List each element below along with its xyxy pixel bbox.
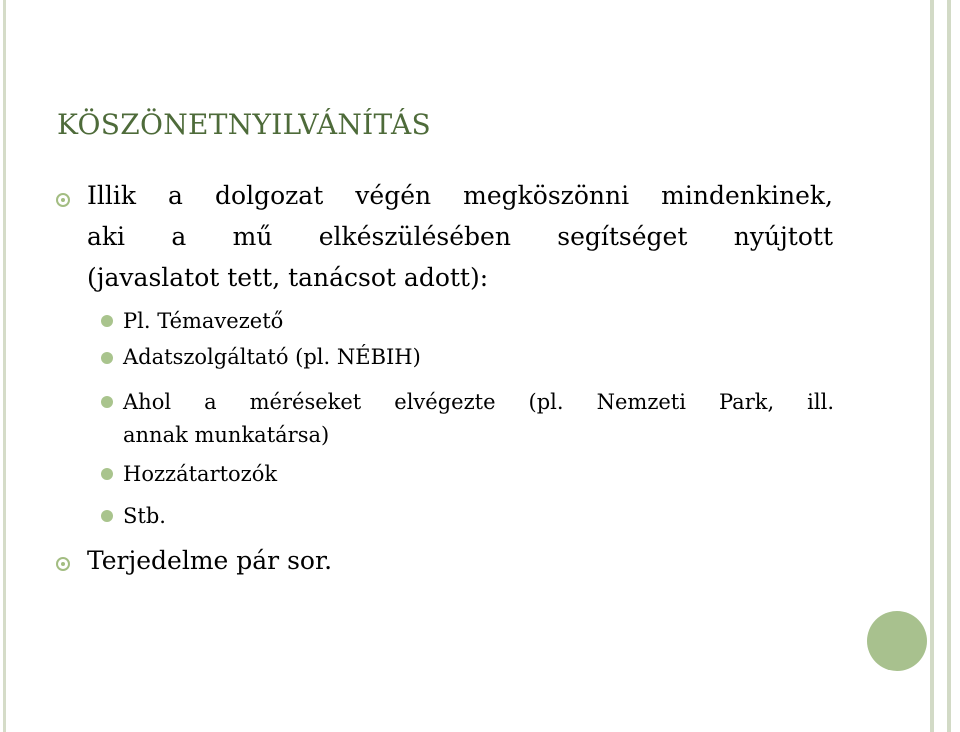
sub-item-text: Adatszolgáltató (pl. NÉBIH) bbox=[123, 345, 421, 369]
sub-item-text: Hozzátartozók bbox=[123, 462, 278, 486]
right-border-line-inner bbox=[930, 0, 934, 732]
sub-item-text: Pl. Témavezető bbox=[123, 309, 284, 333]
slide-title: KÖSZÖNETNYILVÁNÍTÁS bbox=[57, 108, 431, 141]
left-border-line bbox=[3, 0, 6, 732]
dot-bullet-icon bbox=[101, 352, 113, 364]
bullet-text-line: Terjedelme pár sor. bbox=[87, 546, 333, 575]
sub-item-text: annak munkatársa) bbox=[123, 423, 330, 447]
sub-item-text: Ahol a méréseket elvégezte (pl. Nemzeti Park, ill. bbox=[123, 390, 834, 414]
dot-bullet-icon bbox=[101, 396, 113, 408]
sub-item-text: Stb. bbox=[123, 504, 166, 528]
bullet-text-line: aki a mű elkészülésében segítséget nyújtott bbox=[87, 222, 833, 251]
dot-bullet-icon bbox=[101, 468, 113, 480]
ring-bullet-icon bbox=[56, 557, 70, 571]
bullet-text-line: Illik a dolgozat végén megköszönni mindenkinek, bbox=[87, 181, 833, 210]
bullet-text-line: (javaslatot tett, tanácsot adott): bbox=[87, 263, 489, 292]
right-border-line-outer bbox=[947, 0, 951, 732]
ring-bullet-icon bbox=[56, 193, 70, 207]
dot-bullet-icon bbox=[101, 510, 113, 522]
decorative-circle bbox=[867, 611, 927, 671]
dot-bullet-icon bbox=[101, 315, 113, 327]
